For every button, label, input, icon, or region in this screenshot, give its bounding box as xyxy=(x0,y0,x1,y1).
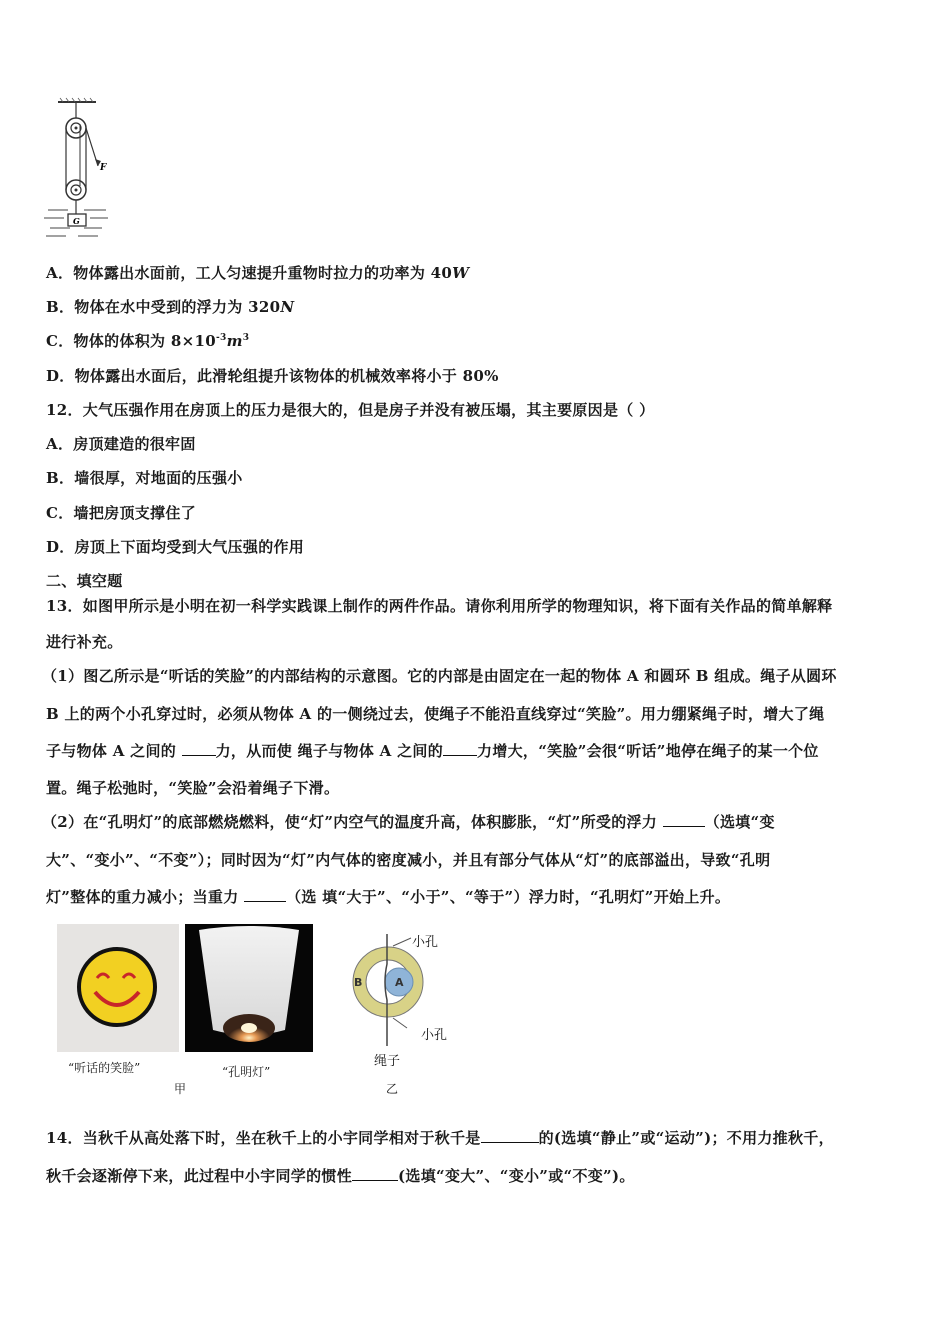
answer-blank[interactable] xyxy=(481,1128,539,1143)
block-label: G xyxy=(73,216,80,226)
q14-line-2: 秋千会逐渐停下来，此过程中小宇同学的惯性 (选填“变大”、“变小”或“不变”)。 xyxy=(46,1167,635,1185)
q11-option-a: A．物体露出水面前，工人匀速提升重物时拉力的功率为 40W xyxy=(46,264,470,282)
answer-blank[interactable] xyxy=(663,812,705,827)
q13-p2-line-2: 大”、“变小”、“不变”）；同时因为“灯”内气体的密度减小，并且有部分气体从“灯”的底部溢出，导致“孔明 xyxy=(46,851,771,869)
lamp-caption: “孔明灯” xyxy=(222,1065,271,1079)
q13-p2-line-3: 灯”整体的重力减小；当重力 （选 填“大于”、“小于”、“等于”）浮力时，“孔明灯”开始上升。 xyxy=(46,888,731,906)
q13-p1-line-2: B 上的两个小孔穿过时，必须从物体 A 的一侧绕过去，使绳子不能沿直线穿过“笑脸”。用力绷紧绳子时，增大了绳 xyxy=(46,705,825,723)
answer-blank[interactable] xyxy=(443,741,477,756)
sky-lantern-photo xyxy=(185,924,313,1052)
q11-option-d: D．物体露出水面后，此滑轮组提升该物体的机械效率将小于 80% xyxy=(46,367,499,385)
q13-line-1: 13．如图甲所示是小明在初一科学实践课上制作的两件作品。请你利用所学的物理知识，将下面有关作品的简单解释 xyxy=(46,597,833,615)
hole-bottom-label: 小孔 xyxy=(421,1028,448,1043)
q13-p1-line-1: （1）图乙所示是“听话的笑脸”的内部结构的示意图。它的内部是由固定在一起的物体 A 和圆环 B 组成。绳子从圆环 xyxy=(42,667,837,685)
q12-option-c: C．墙把房顶支撑住了 xyxy=(46,504,196,522)
q12-option-a: A．房顶建造的很牢固 xyxy=(46,435,196,453)
q12-stem: 12．大气压强作用在房顶上的压力是很大的，但是房子并没有被压塌，其主要原因是（ ） xyxy=(46,401,655,419)
q12-option-d: D．房顶上下面均受到大气压强的作用 xyxy=(46,538,305,556)
q13-p1-line-3: 子与物体 A 之间的 力，从而使 绳子与物体 A 之间的 力增大，“笑脸”会很“听话”地停在绳子的某一个位 xyxy=(46,742,819,760)
pulley-figure xyxy=(40,96,115,251)
smile-caption: “听话的笑脸” xyxy=(68,1061,141,1075)
section-title: 二、填空题 xyxy=(46,572,123,590)
jia-label: 甲 xyxy=(174,1082,187,1096)
q13-p2-line-1: （2）在“孔明灯”的底部燃烧燃料，使“灯”内空气的温度升高，体积膨胀，“灯”所受的浮力 （选填“变 xyxy=(42,813,775,831)
yi-label: 乙 xyxy=(386,1082,399,1096)
force-label: F xyxy=(100,163,107,173)
answer-blank[interactable] xyxy=(244,887,286,902)
smiley-face-photo xyxy=(57,924,179,1052)
answer-blank[interactable] xyxy=(182,741,216,756)
q11-option-b: B．物体在水中受到的浮力为 320N xyxy=(46,298,295,316)
label-a: A xyxy=(395,976,404,989)
q12-option-b: B．墙很厚，对地面的压强小 xyxy=(46,469,243,487)
label-b: B xyxy=(354,976,363,989)
q13-p1-line-4: 置。绳子松弛时，“笑脸”会沿着绳子下滑。 xyxy=(46,779,340,797)
q11-option-c: C．物体的体积为 $8\times 10^{-3}m^3$ xyxy=(46,332,250,350)
rope-label: 绳子 xyxy=(374,1054,401,1069)
q13-line-2: 进行补充。 xyxy=(46,633,123,651)
answer-blank[interactable] xyxy=(352,1166,398,1181)
q14-line-1: 14．当秋千从高处落下时，坐在秋千上的小宇同学相对于秋千是 的(选填“静止”或“运动”)；不用力推秋千， xyxy=(46,1129,834,1147)
hole-top-label: 小孔 xyxy=(412,935,439,950)
